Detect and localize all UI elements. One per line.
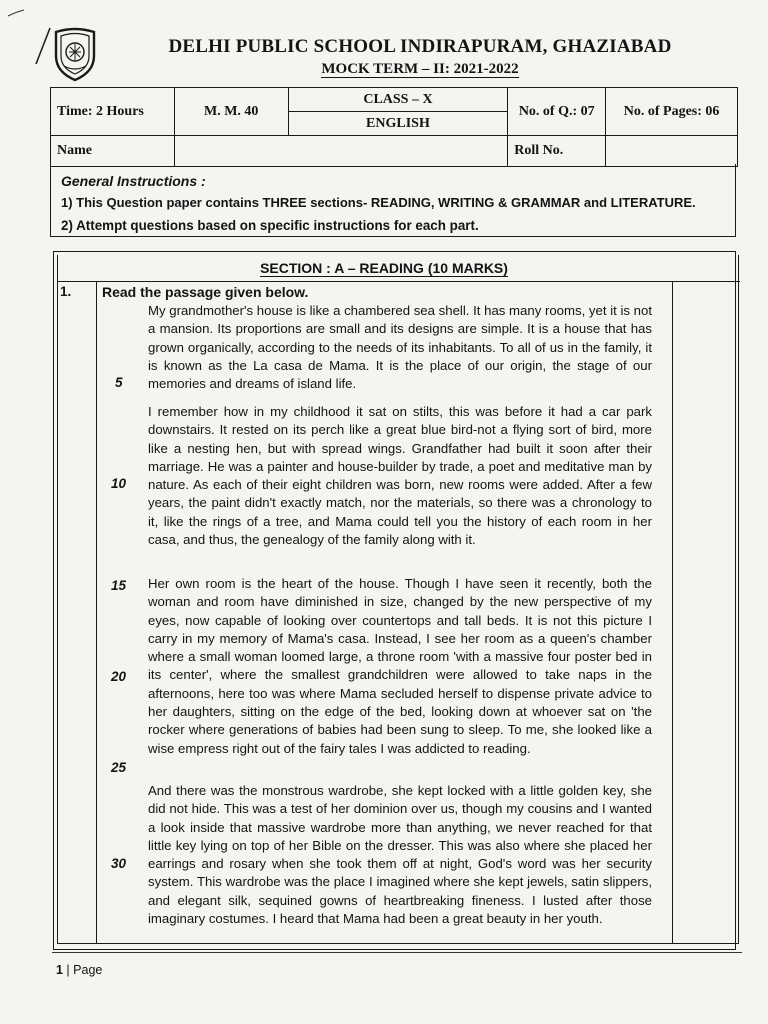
name-label: Name [51,136,175,167]
section-title: SECTION : A – READING (10 MARKS) [260,260,508,276]
passage-paragraph: My grandmother's house is like a chambered sea shell. It has many rooms, yet it is not a mansion. Its proportions are small and its designs are simple. It is a house that has grown organically, according to the needs of its inhabitants. To all of us in the family, it is known as the La casa de Mama. It is the place of our origin, the stage of our memories and dreams of island life. [148,303,652,392]
column-divider [96,281,97,944]
school-name: DELHI PUBLIC SCHOOL INDIRAPURAM, GHAZIABAD [168,36,672,57]
instruction-item: 1) This Question paper contains THREE sections- READING, WRITING & GRAMMAR and LITERATURE. [61,195,696,210]
question-number: 1. [60,284,72,299]
roll-label: Roll No. [508,136,606,167]
passage-paragraph: And there was the monstrous wardrobe, she kept locked with a little golden key, she did not hide. This was a test of her dominion over us, though my cousins and I wanted a look inside that massive wardrobe more than anything, we never reached for that little key lying on top of her Bible on the dresser. This was also where she placed her earrings and rosary when she took them off at night, God's word was her security system. This wardrobe was the place I imagined where she kept jewels, satin slippers, and elegant silk, sequined gowns of heartbreaking fineness. I lusted after those imaginary costumes. I heard that Mama had been a great beauty in her youth. [148,783,652,927]
column-divider [672,281,673,944]
page-label: Page [73,963,103,977]
general-instructions [50,164,736,237]
line-number: 30 [111,856,127,871]
question-text: Read the passage given below. [102,284,309,300]
section-divider [57,281,740,282]
roll-field[interactable] [606,136,738,167]
class-cell: CLASS – X [288,88,508,112]
pages-cell: No. of Pages: 06 [606,88,738,136]
instructions-title: General Instructions : [61,173,206,189]
school-crest-icon [52,26,98,82]
instruction-item: 2) Attempt questions based on specific instructions for each part. [61,218,479,233]
exam-title: MOCK TERM – II: 2021-2022 [321,61,519,77]
time-cell: Time: 2 Hours [51,88,175,136]
line-number: 5 [115,375,123,390]
marks-cell: M. M. 40 [174,88,288,136]
passage-paragraph: Her own room is the heart of the house. Though I have seen it recently, both the woman and room have diminished in size, changed by the new perspective of my eyes, now capable of looking over countertops and tall beds. It is not this picture I carry in my memory of Mama's casa. Instead, I see her room as a queen's chamber where a small woman loomed large, a throne room 'with a massive four poster bed in its center', where the smallest grandchildren were allowed to take naps in the afternoons, here too was where Mama secluded herself to dispense private advice to her daughters, sitting on the edge of the bed, looking down at whoever sat on 'the rocker where generations of babies had been sung to sleep. To me, she looked like a wise empress right out of the fairy tales I was addicted to reading. [148,576,652,756]
line-number: 25 [111,760,127,775]
page-footer: 1 | Page [56,963,103,977]
footer-rule [52,952,742,953]
exam-header-table [50,87,738,167]
line-number: 15 [111,578,127,593]
page-number: 1 [56,963,63,977]
subject-cell: ENGLISH [288,112,508,136]
questions-cell: No. of Q.: 07 [508,88,606,136]
line-number: 10 [111,476,127,491]
name-field[interactable] [174,136,507,167]
line-number: 20 [111,669,127,684]
passage-paragraph: I remember how in my childhood it sat on stilts, this was before it had a car park downstairs. It rested on its perch like a great blue bird-not a flying sort of bird, more like a nesting hen, but with spread wings. Grandfather had built it soon after their marriage. He was a painter and house-builder by trade, a poet and meditative man by nature. As each of their eight children was born, new rooms were added. After a few years, the paint didn't exactly match, nor the materials, so there was a chronology to it, like the rings of a tree, and Mama could tell you the history of each room in her casa, and thus, the genealogy of the family along with it. [148,404,652,548]
